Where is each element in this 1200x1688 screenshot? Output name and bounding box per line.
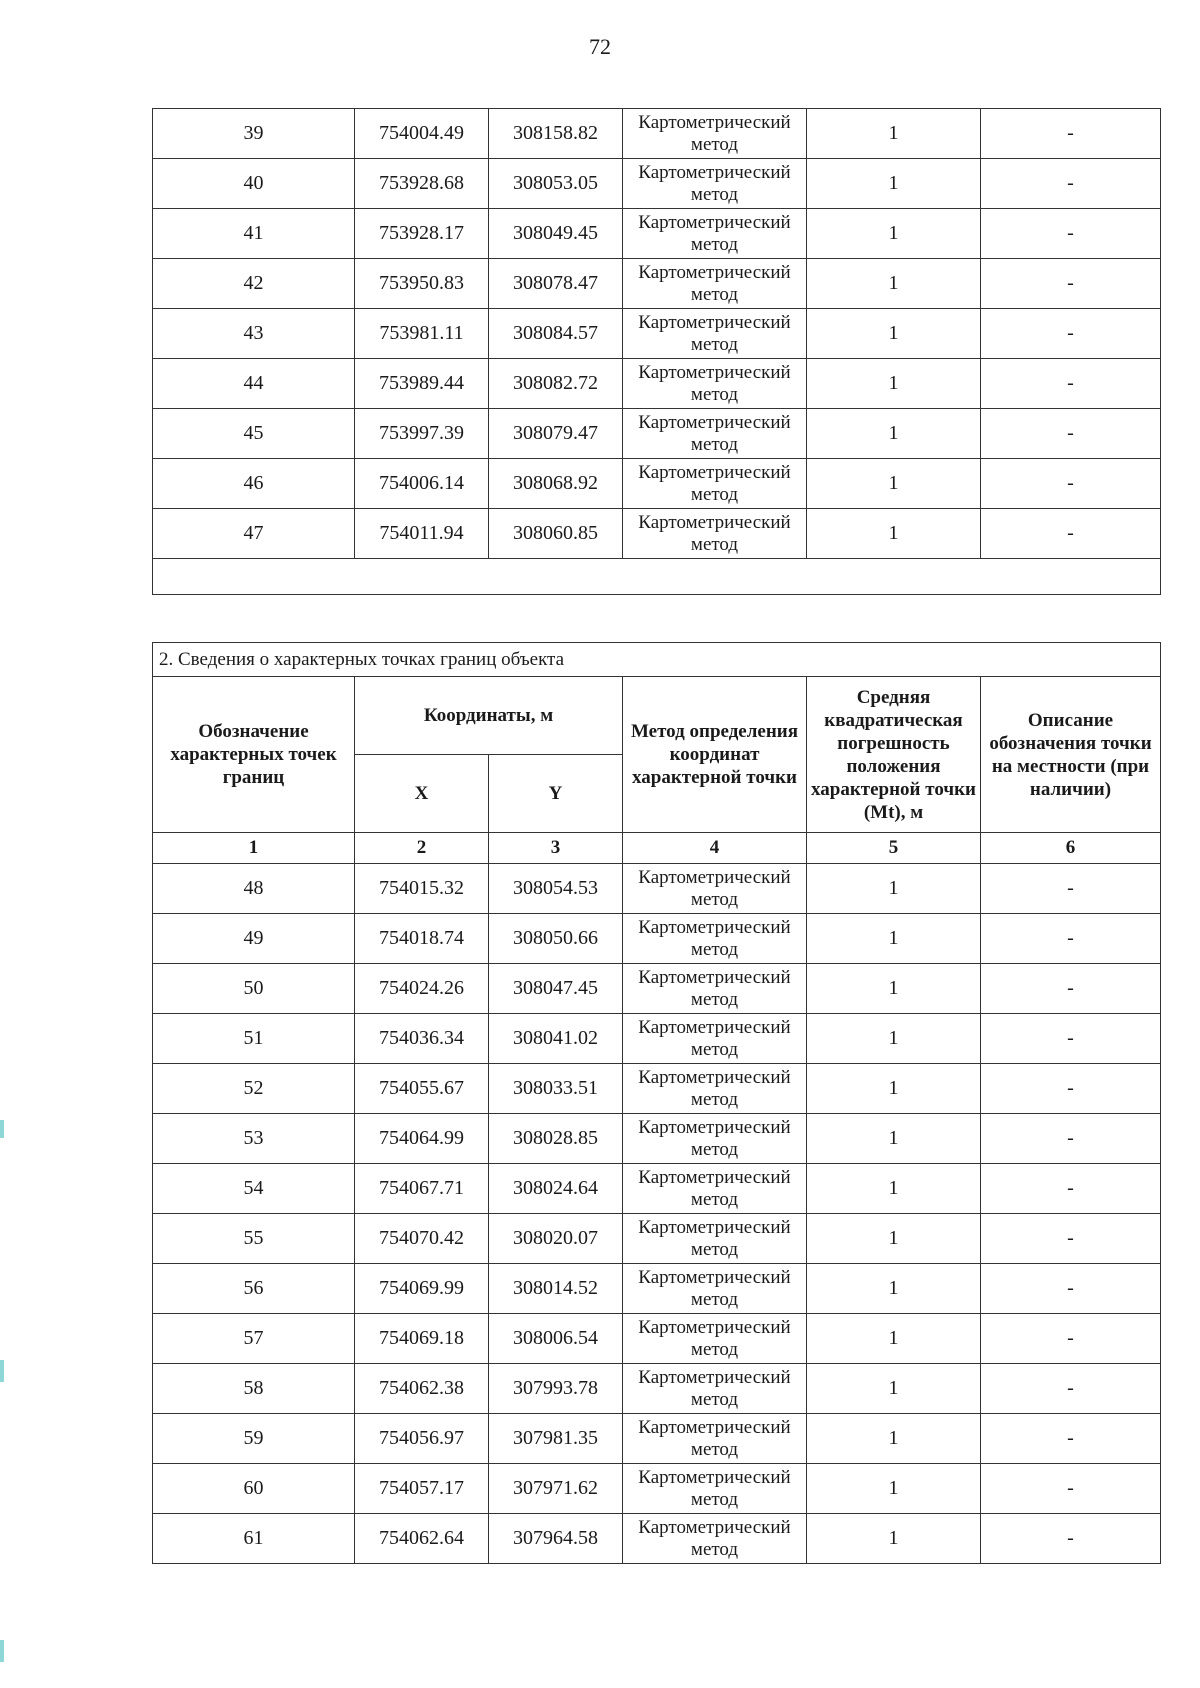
point-number-cell: 60 <box>153 1464 355 1514</box>
x-coordinate-cell: 754055.67 <box>355 1064 489 1114</box>
method-cell: Картометрический метод <box>623 1414 807 1464</box>
method-cell: Картометрический метод <box>623 259 807 309</box>
method-cell: Картометрический метод <box>623 1464 807 1514</box>
x-coordinate-cell: 754018.74 <box>355 914 489 964</box>
description-cell: - <box>981 159 1161 209</box>
x-coordinate-cell: 754064.99 <box>355 1114 489 1164</box>
description-cell: - <box>981 1414 1161 1464</box>
x-coordinate-cell: 754057.17 <box>355 1464 489 1514</box>
description-cell: - <box>981 1014 1161 1064</box>
table-row <box>153 1514 1161 1564</box>
method-cell: Картометрический метод <box>623 964 807 1014</box>
point-number-cell: 57 <box>153 1314 355 1364</box>
point-number-cell: 48 <box>153 864 355 914</box>
x-coordinate-cell: 754056.97 <box>355 1414 489 1464</box>
description-cell: - <box>981 1064 1161 1114</box>
y-coordinate-cell: 308028.85 <box>489 1114 623 1164</box>
point-number-cell: 47 <box>153 509 355 559</box>
error-cell: 1 <box>807 1264 981 1314</box>
table-row <box>153 1364 1161 1414</box>
header-description: Описание обозначения точки на местности (при наличии) <box>981 677 1161 833</box>
method-cell: Картометрический метод <box>623 409 807 459</box>
description-cell: - <box>981 259 1161 309</box>
description-cell: - <box>981 1464 1161 1514</box>
description-cell: - <box>981 914 1161 964</box>
y-coordinate-cell: 307964.58 <box>489 1514 623 1564</box>
description-cell: - <box>981 1314 1161 1364</box>
method-cell: Картометрический метод <box>623 1064 807 1114</box>
y-coordinate-cell: 308050.66 <box>489 914 623 964</box>
y-coordinate-cell: 307971.62 <box>489 1464 623 1514</box>
scan-artifact <box>0 1120 4 1138</box>
method-cell: Картометрический метод <box>623 309 807 359</box>
y-coordinate-cell: 308079.47 <box>489 409 623 459</box>
error-cell: 1 <box>807 1214 981 1264</box>
method-cell: Картометрический метод <box>623 1264 807 1314</box>
table-row <box>153 309 1161 359</box>
y-coordinate-cell: 307993.78 <box>489 1364 623 1414</box>
table-row <box>153 1114 1161 1164</box>
error-cell: 1 <box>807 1164 981 1214</box>
point-number-cell: 61 <box>153 1514 355 1564</box>
header-error: Средняя квадратическая погрешность положения характерной точки (Mt), м <box>807 677 981 833</box>
point-number-cell: 50 <box>153 964 355 1014</box>
description-cell: - <box>981 459 1161 509</box>
table-row <box>153 1464 1161 1514</box>
description-cell: - <box>981 864 1161 914</box>
table-body <box>153 864 1161 1564</box>
scan-artifact <box>0 1360 4 1382</box>
x-coordinate-cell: 754036.34 <box>355 1014 489 1064</box>
method-cell: Картометрический метод <box>623 359 807 409</box>
method-cell: Картометрический метод <box>623 1514 807 1564</box>
table-row <box>153 109 1161 159</box>
x-coordinate-cell: 754069.18 <box>355 1314 489 1364</box>
point-number-cell: 55 <box>153 1214 355 1264</box>
description-cell: - <box>981 209 1161 259</box>
table-row <box>153 1064 1161 1114</box>
table-row <box>153 409 1161 459</box>
x-coordinate-cell: 754015.32 <box>355 864 489 914</box>
method-cell: Картометрический метод <box>623 914 807 964</box>
description-cell: - <box>981 1514 1161 1564</box>
table-row <box>153 914 1161 964</box>
method-cell: Картометрический метод <box>623 1314 807 1364</box>
point-number-cell: 56 <box>153 1264 355 1314</box>
y-coordinate-cell: 308082.72 <box>489 359 623 409</box>
point-number-cell: 53 <box>153 1114 355 1164</box>
empty-row <box>153 559 1161 595</box>
column-numbers-row <box>153 833 1161 864</box>
x-coordinate-cell: 754004.49 <box>355 109 489 159</box>
table-row <box>153 159 1161 209</box>
method-cell: Картометрический метод <box>623 1164 807 1214</box>
column-number: 4 <box>623 833 807 864</box>
x-coordinate-cell: 753997.39 <box>355 409 489 459</box>
point-number-cell: 58 <box>153 1364 355 1414</box>
description-cell: - <box>981 1164 1161 1214</box>
table-row <box>153 509 1161 559</box>
x-coordinate-cell: 754006.14 <box>355 459 489 509</box>
method-cell: Картометрический метод <box>623 209 807 259</box>
error-cell: 1 <box>807 209 981 259</box>
column-number: 6 <box>981 833 1161 864</box>
boundary-points-table <box>152 642 1161 1564</box>
table-row <box>153 459 1161 509</box>
method-cell: Картометрический метод <box>623 1214 807 1264</box>
error-cell: 1 <box>807 1314 981 1364</box>
table-row <box>153 1264 1161 1314</box>
y-coordinate-cell: 308024.64 <box>489 1164 623 1214</box>
y-coordinate-cell: 308060.85 <box>489 509 623 559</box>
table-row <box>153 1314 1161 1364</box>
description-cell: - <box>981 1364 1161 1414</box>
error-cell: 1 <box>807 459 981 509</box>
coordinates-table-continued <box>152 108 1161 595</box>
error-cell: 1 <box>807 964 981 1014</box>
table-row <box>153 1014 1161 1064</box>
x-coordinate-cell: 753981.11 <box>355 309 489 359</box>
method-cell: Картометрический метод <box>623 509 807 559</box>
header-coordinates: Координаты, м <box>355 677 623 755</box>
point-number-cell: 52 <box>153 1064 355 1114</box>
x-coordinate-cell: 753928.68 <box>355 159 489 209</box>
header-y: Y <box>489 755 623 833</box>
error-cell: 1 <box>807 259 981 309</box>
point-number-cell: 46 <box>153 459 355 509</box>
y-coordinate-cell: 308020.07 <box>489 1214 623 1264</box>
point-number-cell: 39 <box>153 109 355 159</box>
table-row <box>153 964 1161 1014</box>
y-coordinate-cell: 308041.02 <box>489 1014 623 1064</box>
point-number-cell: 43 <box>153 309 355 359</box>
header-x: X <box>355 755 489 833</box>
description-cell: - <box>981 1214 1161 1264</box>
y-coordinate-cell: 308049.45 <box>489 209 623 259</box>
table-row <box>153 359 1161 409</box>
y-coordinate-cell: 308014.52 <box>489 1264 623 1314</box>
description-cell: - <box>981 309 1161 359</box>
x-coordinate-cell: 753950.83 <box>355 259 489 309</box>
table-row <box>153 259 1161 309</box>
x-coordinate-cell: 753928.17 <box>355 209 489 259</box>
error-cell: 1 <box>807 864 981 914</box>
point-number-cell: 40 <box>153 159 355 209</box>
error-cell: 1 <box>807 1114 981 1164</box>
error-cell: 1 <box>807 109 981 159</box>
description-cell: - <box>981 409 1161 459</box>
table-body <box>153 109 1161 559</box>
column-number: 3 <box>489 833 623 864</box>
y-coordinate-cell: 308084.57 <box>489 309 623 359</box>
empty-cell <box>153 559 1161 595</box>
table-row <box>153 1214 1161 1264</box>
description-cell: - <box>981 1114 1161 1164</box>
table-row <box>153 1414 1161 1464</box>
method-cell: Картометрический метод <box>623 109 807 159</box>
x-coordinate-cell: 754069.99 <box>355 1264 489 1314</box>
error-cell: 1 <box>807 914 981 964</box>
y-coordinate-cell: 308078.47 <box>489 259 623 309</box>
point-number-cell: 41 <box>153 209 355 259</box>
x-coordinate-cell: 754062.64 <box>355 1514 489 1564</box>
y-coordinate-cell: 308047.45 <box>489 964 623 1014</box>
scan-artifact <box>0 1640 4 1662</box>
error-cell: 1 <box>807 1414 981 1464</box>
table-row <box>153 209 1161 259</box>
point-number-cell: 49 <box>153 914 355 964</box>
y-coordinate-cell: 308068.92 <box>489 459 623 509</box>
error-cell: 1 <box>807 1464 981 1514</box>
table-row <box>153 1164 1161 1214</box>
point-number-cell: 54 <box>153 1164 355 1214</box>
method-cell: Картометрический метод <box>623 1014 807 1064</box>
table-row <box>153 864 1161 914</box>
error-cell: 1 <box>807 1064 981 1114</box>
error-cell: 1 <box>807 159 981 209</box>
method-cell: Картометрический метод <box>623 1364 807 1414</box>
x-coordinate-cell: 754062.38 <box>355 1364 489 1414</box>
column-number: 1 <box>153 833 355 864</box>
header-method: Метод определения координат характерной точки <box>623 677 807 833</box>
y-coordinate-cell: 308158.82 <box>489 109 623 159</box>
method-cell: Картометрический метод <box>623 1114 807 1164</box>
point-number-cell: 51 <box>153 1014 355 1064</box>
error-cell: 1 <box>807 359 981 409</box>
point-number-cell: 59 <box>153 1414 355 1464</box>
y-coordinate-cell: 308053.05 <box>489 159 623 209</box>
point-number-cell: 44 <box>153 359 355 409</box>
method-cell: Картометрический метод <box>623 864 807 914</box>
y-coordinate-cell: 308033.51 <box>489 1064 623 1114</box>
method-cell: Картометрический метод <box>623 159 807 209</box>
error-cell: 1 <box>807 1514 981 1564</box>
description-cell: - <box>981 109 1161 159</box>
x-coordinate-cell: 754024.26 <box>355 964 489 1014</box>
y-coordinate-cell: 308006.54 <box>489 1314 623 1364</box>
y-coordinate-cell: 307981.35 <box>489 1414 623 1464</box>
column-number: 5 <box>807 833 981 864</box>
error-cell: 1 <box>807 1014 981 1064</box>
x-coordinate-cell: 754011.94 <box>355 509 489 559</box>
y-coordinate-cell: 308054.53 <box>489 864 623 914</box>
column-number: 2 <box>355 833 489 864</box>
description-cell: - <box>981 509 1161 559</box>
page-number: 72 <box>589 34 611 59</box>
description-cell: - <box>981 964 1161 1014</box>
point-number-cell: 42 <box>153 259 355 309</box>
x-coordinate-cell: 754067.71 <box>355 1164 489 1214</box>
table-caption: 2. Сведения о характерных точках границ объекта <box>153 643 1161 677</box>
error-cell: 1 <box>807 1364 981 1414</box>
description-cell: - <box>981 1264 1161 1314</box>
error-cell: 1 <box>807 309 981 359</box>
x-coordinate-cell: 754070.42 <box>355 1214 489 1264</box>
x-coordinate-cell: 753989.44 <box>355 359 489 409</box>
error-cell: 1 <box>807 509 981 559</box>
method-cell: Картометрический метод <box>623 459 807 509</box>
point-number-cell: 45 <box>153 409 355 459</box>
error-cell: 1 <box>807 409 981 459</box>
description-cell: - <box>981 359 1161 409</box>
header-designation: Обозначение характерных точек границ <box>153 677 355 833</box>
